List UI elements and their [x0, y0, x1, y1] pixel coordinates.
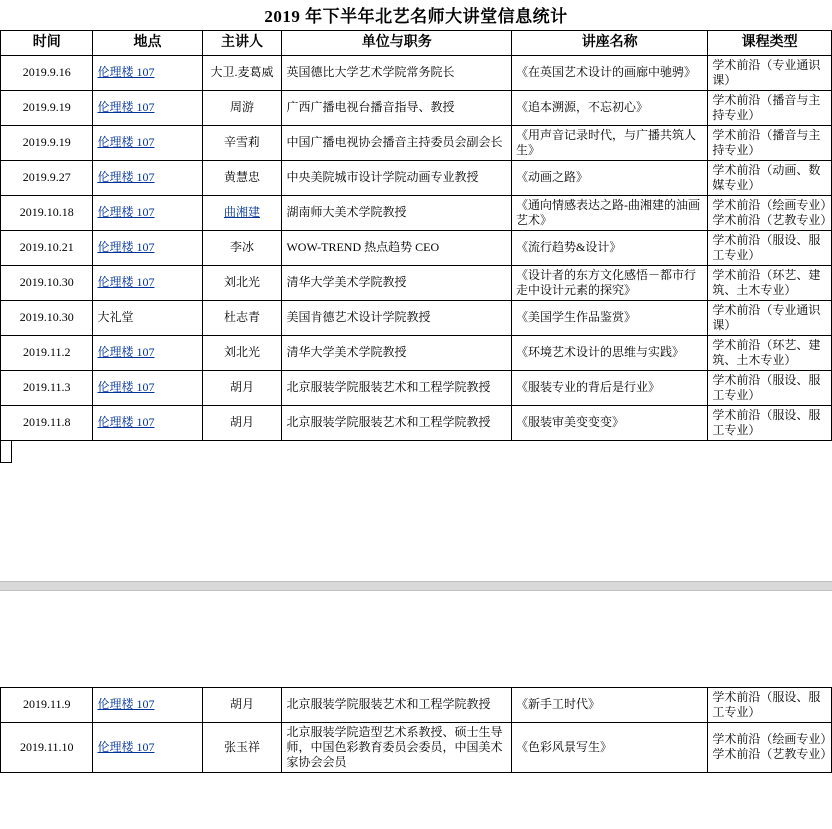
- cell-type-line: 学术前沿（环艺、建筑、土木专业）: [712, 337, 821, 367]
- cell-place-text: 伦理楼 107: [97, 135, 155, 149]
- cell-type-line: 学术前沿（服设、服工专业）: [712, 689, 821, 719]
- cell-speaker: 胡月: [202, 370, 282, 405]
- table-row: [1, 125, 832, 160]
- cell-place: [93, 405, 202, 440]
- cell-place: [93, 55, 202, 90]
- cell-time: 2019.9.27: [1, 160, 93, 195]
- cell-speaker: 黄慧忠: [202, 160, 282, 195]
- cell-time: 2019.11.3: [1, 370, 93, 405]
- cell-lecture: 《美国学生作品鉴赏》: [512, 300, 708, 335]
- cell-type: [708, 230, 832, 265]
- lecture-table-part2: [0, 687, 832, 773]
- cell-speaker: 周游: [202, 90, 282, 125]
- column-header-lecture: 讲座名称: [512, 31, 708, 56]
- cell-speaker: 辛雪莉: [202, 125, 282, 160]
- cell-type-line: 学术前沿（服设、服工专业）: [712, 372, 821, 402]
- cell-type-line: 学术前沿（播音与主持专业）: [712, 127, 821, 157]
- cell-speaker: 刘北光: [202, 265, 282, 300]
- page-bottom-whitespace: [0, 463, 832, 581]
- cell-lecture: 《色彩风景写生》: [512, 722, 708, 772]
- cell-place: 大礼堂: [93, 300, 202, 335]
- cell-time: 2019.11.9: [1, 687, 93, 722]
- cell-type: [708, 125, 832, 160]
- cell-place: [93, 230, 202, 265]
- cell-type: [708, 335, 832, 370]
- cell-time: 2019.9.16: [1, 55, 93, 90]
- cell-place-text: 伦理楼 107: [97, 205, 155, 219]
- cell-type-line: 学术前沿（艺教专业）: [712, 747, 832, 761]
- table-row: [1, 405, 832, 440]
- cell-lecture: 《服装审美变变变》: [512, 405, 708, 440]
- cell-time: 2019.10.18: [1, 195, 93, 230]
- cell-type: [708, 160, 832, 195]
- cell-unit: 中央美院城市设计学院动画专业教授: [282, 160, 512, 195]
- table-row: [1, 55, 832, 90]
- cell-place: [93, 265, 202, 300]
- lecture-table-part1: [0, 30, 832, 441]
- cell-unit: 清华大学美术学院教授: [282, 335, 512, 370]
- cell-lecture: 《设计者的东方文化感悟－都市行走中设计元素的探究》: [512, 265, 708, 300]
- cell-lecture: 《追本溯源，不忘初心》: [512, 90, 708, 125]
- cell-place: [93, 125, 202, 160]
- cell-unit: 英国德比大学艺术学院常务院长: [282, 55, 512, 90]
- cell-time: 2019.10.30: [1, 265, 93, 300]
- table-row: [1, 90, 832, 125]
- cell-type-line: 学术前沿（专业通识课）: [712, 302, 821, 332]
- cell-place-text: 伦理楼 107: [97, 275, 155, 289]
- table-row: [1, 195, 832, 230]
- cell-lecture: 《新手工时代》: [512, 687, 708, 722]
- cell-place: [93, 160, 202, 195]
- cell-time: 2019.11.2: [1, 335, 93, 370]
- cell-lecture: 《用声音记录时代，与广播共筑人生》: [512, 125, 708, 160]
- cell-time: 2019.9.19: [1, 90, 93, 125]
- cell-place-text: 伦理楼 107: [97, 380, 155, 394]
- cell-speaker: 胡月: [202, 405, 282, 440]
- cell-lecture: 《通向情感表达之路-曲湘建的油画艺术》: [512, 195, 708, 230]
- column-header-place: 地点: [93, 31, 202, 56]
- cell-lecture: 《环境艺术设计的思维与实践》: [512, 335, 708, 370]
- cell-unit: 北京服装学院造型艺术系教授、硕士生导师，中国色彩教育委员会委员，中国美术家协会会员: [282, 722, 512, 772]
- cell-type: [708, 55, 832, 90]
- cell-place: [93, 335, 202, 370]
- cell-type: [708, 370, 832, 405]
- cell-place: [93, 195, 202, 230]
- cell-lecture: 《在英国艺术设计的画廊中驰骋》: [512, 55, 708, 90]
- cell-speaker: [202, 195, 282, 230]
- cell-place-text: 伦理楼 107: [97, 65, 155, 79]
- cell-unit: 美国肯德艺术设计学院教授: [282, 300, 512, 335]
- cell-time: 2019.10.30: [1, 300, 93, 335]
- table-row: [1, 230, 832, 265]
- cell-speaker: 胡月: [202, 687, 282, 722]
- cell-place-text: 伦理楼 107: [97, 170, 155, 184]
- cell-type: [708, 722, 832, 772]
- cell-place: [93, 687, 202, 722]
- cell-lecture: 《流行趋势&设计》: [512, 230, 708, 265]
- cell-type-line: 学术前沿（动画、数媒专业）: [712, 162, 821, 192]
- table-header: [1, 31, 832, 56]
- table-row: [1, 370, 832, 405]
- cell-place-text: 伦理楼 107: [97, 697, 155, 711]
- cell-time: 2019.11.10: [1, 722, 93, 772]
- cell-type-line: 学术前沿（服设、服工专业）: [712, 407, 821, 437]
- cell-unit: 北京服装学院服装艺术和工程学院教授: [282, 687, 512, 722]
- cell-unit: 北京服装学院服装艺术和工程学院教授: [282, 405, 512, 440]
- cell-place: [93, 722, 202, 772]
- cell-type-line: 学术前沿（播音与主持专业）: [712, 92, 821, 122]
- cell-place-text: 伦理楼 107: [97, 415, 155, 429]
- table-row: [1, 687, 832, 722]
- cell-place-text: 伦理楼 107: [97, 240, 155, 254]
- cell-type-line: 学术前沿（服设、服工专业）: [712, 232, 821, 262]
- cell-place-text: 伦理楼 107: [97, 100, 155, 114]
- cell-time: 2019.11.8: [1, 405, 93, 440]
- next-page-top-margin: [0, 591, 832, 687]
- table-row: [1, 300, 832, 335]
- cell-unit: 中国广播电视协会播音主持委员会副会长: [282, 125, 512, 160]
- cell-unit: 湖南师大美术学院教授: [282, 195, 512, 230]
- cell-lecture: 《服装专业的背后是行业》: [512, 370, 708, 405]
- cell-place-text: 伦理楼 107: [97, 739, 155, 754]
- cell-type: [708, 300, 832, 335]
- column-header-speaker: 主讲人: [202, 31, 282, 56]
- cell-type: [708, 265, 832, 300]
- cell-type: [708, 195, 832, 230]
- cell-place: [93, 370, 202, 405]
- cell-type-line: 学术前沿（绘画专业）: [712, 732, 832, 746]
- cell-time: 2019.9.19: [1, 125, 93, 160]
- table-row: [1, 265, 832, 300]
- table-row: [1, 722, 832, 772]
- cell-type-line: 学术前沿（艺教专业）: [712, 212, 832, 227]
- cell-unit: 清华大学美术学院教授: [282, 265, 512, 300]
- cell-type: [708, 405, 832, 440]
- cell-type-line: 学术前沿（绘画专业）: [712, 197, 832, 212]
- table-body: [1, 55, 832, 440]
- cell-unit: WOW-TREND 热点趋势 CEO: [282, 230, 512, 265]
- cell-speaker: 大卫.麦葛威: [202, 55, 282, 90]
- cell-speaker: 李冰: [202, 230, 282, 265]
- table-row: [1, 335, 832, 370]
- cell-unit: 北京服装学院服装艺术和工程学院教授: [282, 370, 512, 405]
- cell-speaker-text: 曲湘建: [223, 205, 260, 219]
- cell-speaker: 杜志青: [202, 300, 282, 335]
- cell-type-line: 学术前沿（环艺、建筑、土木专业）: [712, 267, 821, 297]
- table-row: [1, 160, 832, 195]
- cell-place: [93, 90, 202, 125]
- cell-speaker: 刘北光: [202, 335, 282, 370]
- column-header-type: 课程类型: [708, 31, 832, 56]
- page-title: 2019 年下半年北艺名师大讲堂信息统计: [264, 7, 568, 26]
- cell-place-text: 伦理楼 107: [97, 345, 155, 359]
- cell-type-line: 学术前沿（专业通识课）: [712, 57, 821, 87]
- cell-type: [708, 687, 832, 722]
- page-break-divider: [0, 581, 832, 591]
- cell-lecture: 《动画之路》: [512, 160, 708, 195]
- cell-unit: 广西广播电视台播音指导、教授: [282, 90, 512, 125]
- table-header-row: [1, 31, 832, 56]
- column-header-unit: 单位与职务: [282, 31, 512, 56]
- cell-type: [708, 90, 832, 125]
- column-header-time: 时间: [1, 31, 93, 56]
- table-body-continued: [1, 687, 832, 772]
- cell-time: 2019.10.21: [1, 230, 93, 265]
- cell-speaker: 张玉祥: [202, 722, 282, 772]
- table-edge-stub: [0, 441, 12, 463]
